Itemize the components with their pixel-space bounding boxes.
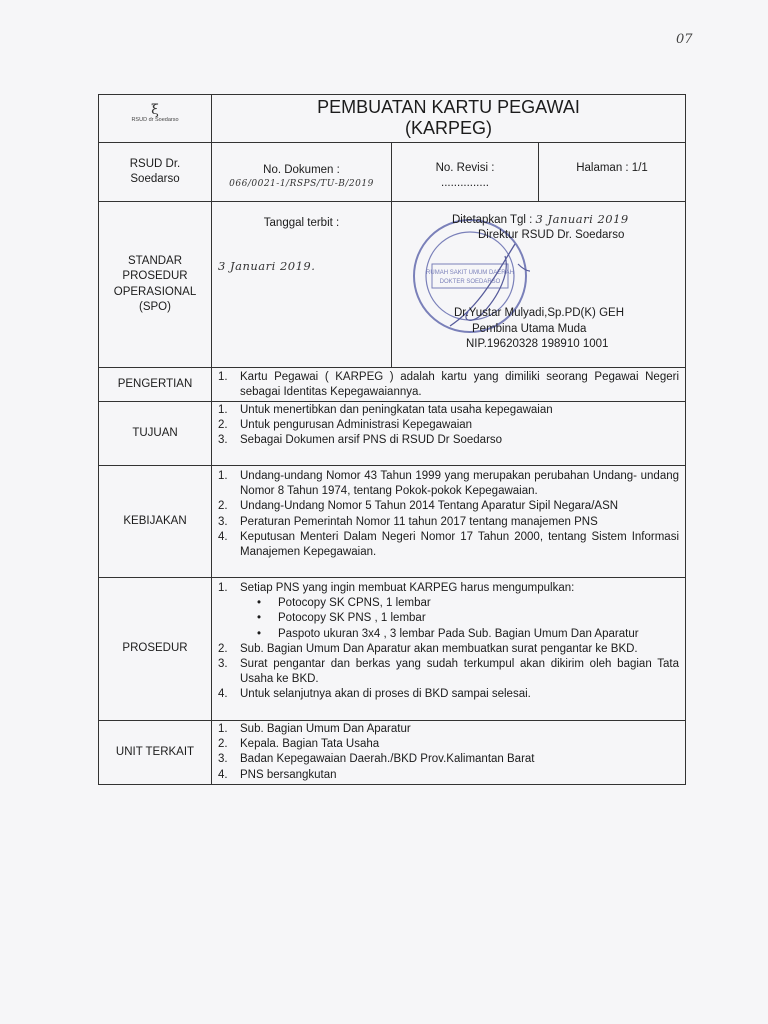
unit-terkait-content	[212, 721, 686, 785]
title-line-1: PEMBUATAN KARTU PEGAWAI	[317, 97, 580, 117]
logo-text: RSUD dr Soedarso	[131, 117, 179, 123]
hospital-logo	[99, 95, 212, 143]
issue-date-cell	[212, 202, 392, 368]
hospital-logo-icon: ξ	[151, 102, 159, 118]
list-item: 1. Undang-undang Nomor 43 Tahun 1999 yang merupakan perubahan Undang- undang Nomor 8 Tahun 1974, tentang Pokok-pokok Kepegawaian.	[218, 470, 679, 498]
svg-text:RUMAH SAKIT UMUM DAERAH: RUMAH SAKIT UMUM DAERAH	[426, 270, 514, 276]
set-date-value: 3 Januari 2019	[535, 212, 629, 226]
approval-cell	[392, 202, 686, 368]
issued-value: 3 Januari 2019.	[218, 259, 316, 274]
document-number	[212, 143, 392, 202]
set-date	[452, 212, 629, 228]
list-item: 2. Sub. Bagian Umum Dan Aparatur akan membuatkan surat pengantar ke BKD.	[218, 642, 638, 655]
revision-number	[392, 143, 539, 202]
list-item: 3. Surat pengantar dan berkas yang sudah terkumpul akan dikirim oleh bagian Tata Usaha ke BKD.	[218, 657, 679, 686]
sub-list-item: • Potocopy SK CPNS, 1 lembar	[256, 597, 431, 610]
prosedur-label: PROSEDUR	[99, 578, 212, 721]
tujuan-label: TUJUAN	[99, 402, 212, 466]
spo-line-1: STANDAR	[127, 255, 183, 268]
spo-document-table	[98, 94, 686, 785]
director-title: Direktur RSUD Dr. Soedarso	[478, 229, 625, 241]
spo-label	[99, 202, 212, 368]
list-item: 1. Setiap PNS yang ingin membuat KARPEG harus mengumpulkan:	[218, 582, 575, 594]
prosedur-content	[212, 578, 686, 721]
revision-value: ...............	[441, 177, 489, 190]
sub-list-item: • Paspoto ukuran 3x4 , 3 lembar Pada Sub. Bagian Umum Dan Aparatur	[256, 627, 639, 640]
spo-line-2: PROSEDUR	[122, 270, 188, 283]
kebijakan-label: KEBIJAKAN	[99, 466, 212, 578]
hospital-name: RSUD Dr. Soedarso	[99, 143, 212, 202]
title-line-2: (KARPEG)	[404, 118, 492, 138]
tujuan-content	[212, 402, 686, 466]
doc-no-label: No. Dokumen :	[263, 164, 340, 176]
list-item: 1. Sub. Bagian Umum Dan Aparatur	[218, 723, 411, 735]
list-item: 2. Untuk pengurusan Administrasi Kepegawaian	[218, 419, 473, 432]
list-item: 4. Untuk selanjutnya akan di proses di BKD sampai selesai.	[218, 688, 531, 701]
revision-label: No. Revisi :	[435, 162, 495, 174]
spo-line-3: OPERASIONAL	[113, 285, 197, 298]
list-item: 1. Kartu Pegawai ( KARPEG ) adalah kartu yang dimiliki seorang Pegawai Negeri sebagai Identitas Kepegawaiannya.	[218, 371, 679, 399]
list-item: 3. Sebagai Dokumen arsif PNS di RSUD Dr Soedarso	[218, 434, 503, 447]
list-item: 4. PNS bersangkutan	[218, 768, 337, 781]
list-item: 2. Undang-Undang Nomor 5 Tahun 2014 Tentang Aparatur Sipil Negara/ASN	[218, 500, 619, 513]
spo-line-4: (SPO)	[139, 300, 171, 313]
list-item: 3. Peraturan Pemerintah Nomor 11 tahun 2017 tentang manajemen PNS	[218, 515, 598, 528]
director-name: Dr.Yustar Mulyadi,Sp.PD(K) GEH	[454, 307, 624, 319]
svg-text:DOKTER SOEDARSO: DOKTER SOEDARSO	[439, 279, 501, 285]
page-count: Halaman : 1/1	[539, 143, 686, 202]
doc-no-value: 066/0021-1/RSPS/TU-B/2019	[229, 179, 374, 190]
sub-list-item: • Potocopy SK PNS , 1 lembar	[256, 612, 426, 625]
list-item: 3. Badan Kepegawaian Daerah./BKD Prov.Kalimantan Barat	[218, 753, 535, 766]
director-rank: Pembina Utama Muda	[472, 323, 587, 335]
issued-label: Tanggal terbit :	[263, 217, 340, 229]
pengertian-label: PENGERTIAN	[99, 368, 212, 402]
page-number: 07	[676, 32, 693, 47]
list-item: 1. Untuk menertibkan dan peningkatan tata usaha kepegawaian	[218, 404, 553, 416]
pengertian-content	[212, 368, 686, 402]
set-date-label: Ditetapkan Tgl :	[452, 214, 533, 226]
kebijakan-content	[212, 466, 686, 578]
unit-terkait-label: UNIT TERKAIT	[99, 721, 212, 785]
list-item: 2. Kepala. Bagian Tata Usaha	[218, 738, 380, 751]
document-title	[212, 95, 686, 143]
director-nip: NIP.19620328 198910 1001	[466, 338, 609, 350]
list-item: 4. Keputusan Menteri Dalam Negeri Nomor 17 Tahun 2000, tentang Sistem Informasi Manajemen Kepegawaian.	[218, 530, 679, 558]
